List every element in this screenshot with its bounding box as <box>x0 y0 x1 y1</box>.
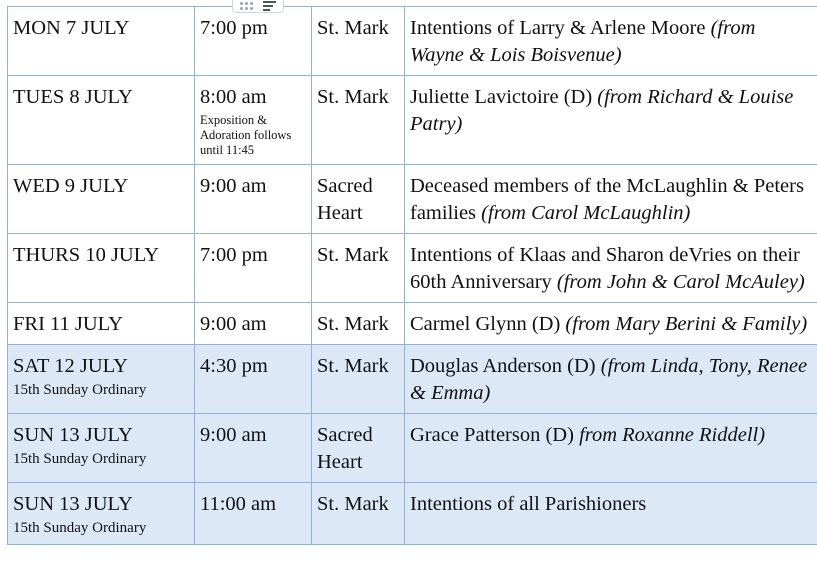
church-cell[interactable] <box>312 345 405 414</box>
day-cell[interactable] <box>8 7 195 76</box>
church-label: Sacred Heart <box>317 424 373 473</box>
time-label: 11:00 am <box>200 493 277 515</box>
table-row <box>8 7 817 76</box>
intention-text: Intentions of Klaas and Sharon deVries on their 60th Anniversary <box>410 244 800 293</box>
donor-text: (from Wayne & Lois Boisvenue) <box>410 17 756 66</box>
intention-text: Deceased members of the McLaughlin & Peters families <box>410 175 804 224</box>
intention-text: Carmel Glynn (D) <box>410 313 566 335</box>
time-label: 4:30 pm <box>200 355 268 377</box>
donor-text: (from Mary Berini & Family) <box>565 313 808 335</box>
drag-handle-icon[interactable] <box>240 2 253 10</box>
donor-text: (from Linda, Tony, Renee & Emma) <box>410 355 808 404</box>
church-cell[interactable] <box>312 234 405 303</box>
intention-cell[interactable] <box>405 76 817 165</box>
day-label: SAT 12 JULY <box>13 355 128 377</box>
time-cell[interactable] <box>195 483 312 545</box>
donor-text: (from John & Carol McAuley) <box>556 271 805 293</box>
time-cell[interactable] <box>195 7 312 76</box>
day-subtitle: 15th Sunday Ordinary <box>13 520 147 536</box>
church-cell[interactable] <box>312 483 405 545</box>
day-cell[interactable] <box>8 483 195 545</box>
church-label: St. Mark <box>317 355 389 377</box>
time-note: Exposition & Adoration follows until 11:45 <box>200 113 292 157</box>
intention-cell[interactable] <box>405 234 817 303</box>
day-label: TUES 8 JULY <box>13 86 133 108</box>
church-cell[interactable] <box>312 303 405 345</box>
intention-text: Juliette Lavictoire (D) <box>410 86 598 108</box>
church-label: Sacred Heart <box>317 175 373 224</box>
table-row <box>8 414 817 483</box>
day-label: FRI 11 JULY <box>13 313 123 335</box>
day-label: WED 9 JULY <box>13 175 129 197</box>
day-label: MON 7 JULY <box>13 17 130 39</box>
donor-text: (from Richard & Louise Patry) <box>410 86 794 135</box>
table-handle[interactable] <box>232 0 284 13</box>
intention-cell[interactable] <box>405 414 817 483</box>
church-label: St. Mark <box>317 244 389 266</box>
church-cell[interactable] <box>312 414 405 483</box>
time-label: 7:00 pm <box>200 244 268 266</box>
day-subtitle: 15th Sunday Ordinary <box>13 451 147 467</box>
time-cell[interactable] <box>195 234 312 303</box>
church-cell[interactable] <box>312 76 405 165</box>
day-label: SUN 13 JULY <box>13 424 133 446</box>
time-cell[interactable] <box>195 165 312 234</box>
intention-text: Intentions of all Parishioners <box>410 493 647 515</box>
church-label: St. Mark <box>317 17 389 39</box>
day-cell[interactable] <box>8 165 195 234</box>
day-cell[interactable] <box>8 414 195 483</box>
day-cell[interactable] <box>8 234 195 303</box>
time-label: 9:00 am <box>200 424 267 446</box>
time-label: 9:00 am <box>200 313 267 335</box>
day-cell[interactable] <box>8 76 195 165</box>
day-cell[interactable] <box>8 345 195 414</box>
time-label: 7:00 pm <box>200 17 268 39</box>
day-label: SUN 13 JULY <box>13 493 133 515</box>
time-label: 9:00 am <box>200 175 267 197</box>
table-options-icon[interactable] <box>263 1 276 11</box>
intention-cell[interactable] <box>405 303 817 345</box>
table-row <box>8 165 817 234</box>
church-cell[interactable] <box>312 165 405 234</box>
intention-text: Grace Patterson (D) <box>410 424 580 446</box>
table-row <box>8 76 817 165</box>
intention-text: Intentions of Larry & Arlene Moore <box>410 17 711 39</box>
intention-text: Douglas Anderson (D) <box>410 355 601 377</box>
donor-text: from Roxanne Riddell) <box>579 424 766 446</box>
intention-cell[interactable] <box>405 483 817 545</box>
church-cell[interactable] <box>312 7 405 76</box>
day-cell[interactable] <box>8 303 195 345</box>
time-cell[interactable] <box>195 345 312 414</box>
table-row <box>8 483 817 545</box>
table-row <box>8 234 817 303</box>
intention-cell[interactable] <box>405 7 817 76</box>
day-label: THURS 10 JULY <box>13 244 160 266</box>
church-label: St. Mark <box>317 493 389 515</box>
time-cell[interactable] <box>195 76 312 165</box>
donor-text: (from Carol McLaughlin) <box>481 202 691 224</box>
church-label: St. Mark <box>317 313 389 335</box>
table-row <box>8 345 817 414</box>
day-subtitle: 15th Sunday Ordinary <box>13 382 147 398</box>
time-label: 8:00 am <box>200 86 267 108</box>
time-cell[interactable] <box>195 414 312 483</box>
intention-cell[interactable] <box>405 165 817 234</box>
time-cell[interactable] <box>195 303 312 345</box>
mass-intentions-table <box>7 6 817 545</box>
intention-cell[interactable] <box>405 345 817 414</box>
church-label: St. Mark <box>317 86 389 108</box>
table-row <box>8 303 817 345</box>
